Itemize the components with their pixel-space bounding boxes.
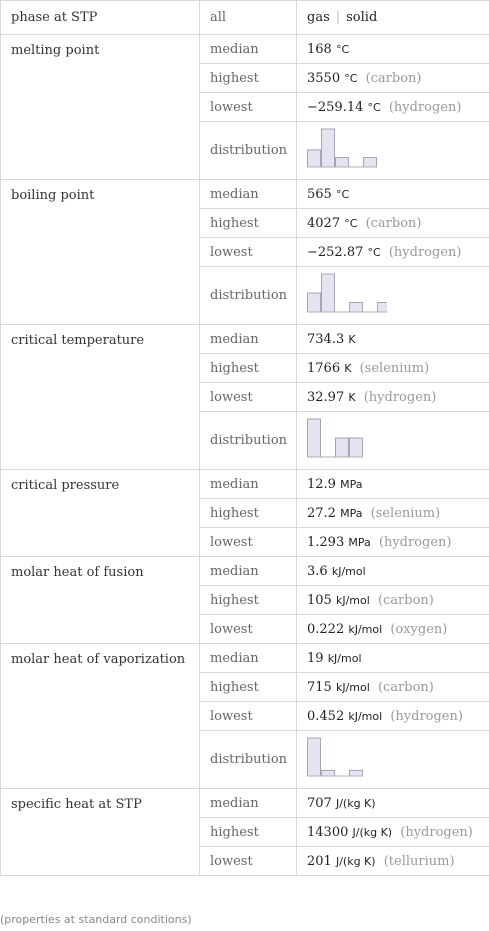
vaporization-distribution: [297, 731, 489, 789]
stat-label: distribution: [200, 412, 297, 470]
stat-label: median: [200, 180, 297, 209]
phase-separator: |: [335, 10, 341, 25]
stat-label: lowest: [200, 383, 297, 412]
melting-histogram: [307, 127, 387, 175]
vaporization-lowest: 0.452 kJ/mol (hydrogen): [297, 702, 489, 731]
stat-label: lowest: [200, 702, 297, 731]
footer-note: (properties at standard conditions): [0, 913, 192, 926]
histogram-bar: [350, 302, 363, 312]
boiling-highest: 4027 °C (carbon): [297, 209, 489, 238]
histogram-bar: [308, 149, 321, 166]
stat-label: highest: [200, 354, 297, 383]
stat-label: lowest: [200, 528, 297, 557]
critical-pressure-label: critical pressure: [1, 470, 200, 557]
stat-label: lowest: [200, 615, 297, 644]
histogram-bar: [350, 438, 363, 457]
stat-label: median: [200, 325, 297, 354]
stat-label: distribution: [200, 122, 297, 180]
histogram-bar: [350, 770, 363, 776]
histogram-bar: [308, 293, 321, 312]
table-row: [1, 644, 489, 673]
crit-temp-distribution: [297, 412, 489, 470]
boiling-lowest: −252.87 °C (hydrogen): [297, 238, 489, 267]
boiling-median: 565 °C: [297, 180, 489, 209]
histogram-bar: [322, 274, 335, 312]
histogram-bar: [322, 770, 335, 776]
crit-pressure-median: 12.9 MPa: [297, 470, 489, 499]
histogram-bar: [308, 738, 321, 776]
fusion-highest: 105 kJ/mol (carbon): [297, 586, 489, 615]
table-row: [1, 325, 489, 354]
boiling-histogram: [307, 272, 387, 320]
crit-temp-median: 734.3 K: [297, 325, 489, 354]
fusion-label: molar heat of fusion: [1, 557, 200, 644]
histogram-bar: [308, 419, 321, 457]
histogram-bar: [322, 129, 335, 167]
specific-heat-lowest: 201 J/(kg K) (tellurium): [297, 847, 489, 876]
melting-lowest: −259.14 °C (hydrogen): [297, 93, 489, 122]
crit-pressure-highest: 27.2 MPa (selenium): [297, 499, 489, 528]
melting-highest: 3550 °C (carbon): [297, 64, 489, 93]
fusion-lowest: 0.222 kJ/mol (oxygen): [297, 615, 489, 644]
stat-label: median: [200, 35, 297, 64]
vaporization-highest: 715 kJ/mol (carbon): [297, 673, 489, 702]
crit-pressure-lowest: 1.293 MPa (hydrogen): [297, 528, 489, 557]
melting-median: 168 °C: [297, 35, 489, 64]
specific-heat-highest: 14300 J/(kg K) (hydrogen): [297, 818, 489, 847]
vaporization-histogram: [307, 736, 387, 784]
vaporization-label: molar heat of vaporization: [1, 644, 200, 789]
stat-label: distribution: [200, 731, 297, 789]
boiling-distribution: [297, 267, 489, 325]
specific-heat-median: 707 J/(kg K): [297, 789, 489, 818]
crit-temp-histogram: [307, 417, 387, 465]
histogram-bar: [364, 157, 377, 167]
histogram-bar: [336, 438, 349, 457]
stat-label: highest: [200, 673, 297, 702]
stat-label: median: [200, 470, 297, 499]
stat-label: highest: [200, 818, 297, 847]
table-row: [1, 557, 489, 586]
table-row: [1, 789, 489, 818]
stat-label: distribution: [200, 267, 297, 325]
phase-values: [297, 1, 489, 35]
boiling-point-label: boiling point: [1, 180, 200, 325]
stat-label: highest: [200, 586, 297, 615]
phase-gas: gas: [307, 10, 330, 25]
stat-label: lowest: [200, 238, 297, 267]
phase-label: phase at STP: [1, 1, 200, 35]
stat-label: highest: [200, 209, 297, 238]
melting-distribution: [297, 122, 489, 180]
filter-all: all: [200, 1, 297, 35]
header-row: [1, 1, 489, 35]
stat-label: median: [200, 789, 297, 818]
table-row: [1, 35, 489, 64]
critical-temperature-label: critical temperature: [1, 325, 200, 470]
stat-label: highest: [200, 499, 297, 528]
table-row: [1, 180, 489, 209]
stat-label: highest: [200, 64, 297, 93]
crit-temp-highest: 1766 K (selenium): [297, 354, 489, 383]
histogram-bar: [336, 157, 349, 167]
stat-label: median: [200, 557, 297, 586]
stat-label: lowest: [200, 93, 297, 122]
histogram-bar: [378, 302, 388, 312]
table-row: [1, 470, 489, 499]
melting-point-label: melting point: [1, 35, 200, 180]
vaporization-median: 19 kJ/mol: [297, 644, 489, 673]
stat-label: lowest: [200, 847, 297, 876]
stat-label: median: [200, 644, 297, 673]
phase-solid: solid: [346, 10, 378, 25]
crit-temp-lowest: 32.97 K (hydrogen): [297, 383, 489, 412]
specific-heat-label: specific heat at STP: [1, 789, 200, 876]
fusion-median: 3.6 kJ/mol: [297, 557, 489, 586]
